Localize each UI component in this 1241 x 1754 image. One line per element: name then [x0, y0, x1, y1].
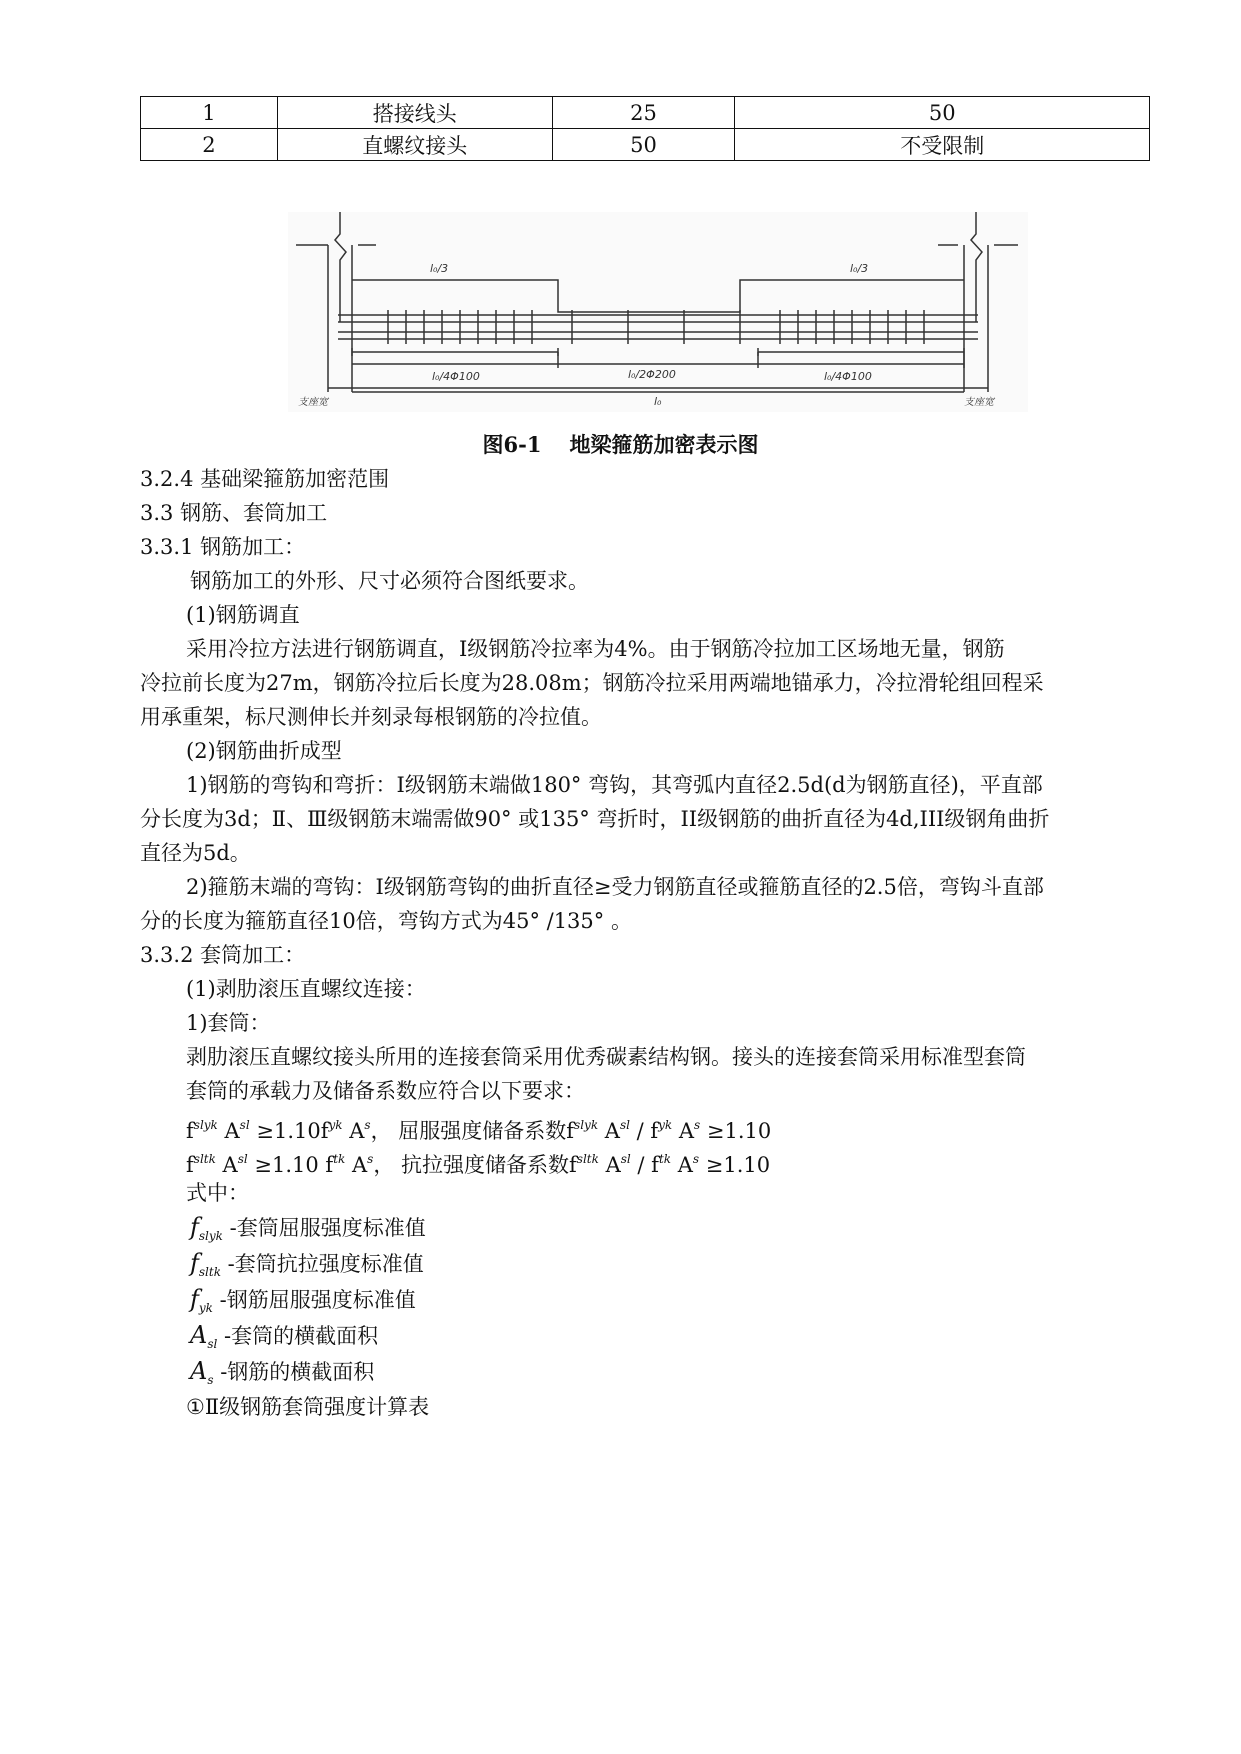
dim-label-left: l₀/4Φ100: [432, 370, 480, 383]
paragraph: 式中：: [186, 1181, 249, 1205]
formula-cond: ≥1.10: [706, 1119, 772, 1143]
table-cell: 25: [552, 97, 735, 129]
table-cell: 2: [141, 129, 278, 161]
formula-mid-text: ， 抗拉强度储备系数: [373, 1153, 570, 1177]
formula-cond: ≥1.10f: [256, 1119, 329, 1143]
paragraph: 分长度为3d；Ⅱ、Ⅲ级钢筋末端需做90° 或135° 弯折时，II级钢筋的曲折直径为4d,III级钢角曲折: [140, 807, 1050, 831]
span-label: l₀: [654, 395, 662, 408]
paragraph: (1)剥肋滚压直螺纹连接：: [186, 977, 426, 1001]
heading-3-3-1: 3.3.1 钢筋加工：: [140, 535, 306, 559]
paragraph: (1)钢筋调直: [186, 603, 300, 627]
table-cell: 50: [735, 97, 1150, 129]
support-label-left: 支座宽: [298, 397, 328, 408]
heading-3-3: 3.3 钢筋、套筒加工: [140, 501, 328, 525]
dim-label-top-left: l₀/3: [430, 262, 449, 275]
support-label-right: 支座宽: [964, 397, 994, 408]
paragraph: 直径为5d。: [140, 841, 251, 865]
paragraph: 分的长度为箍筋直径10倍，弯钩方式为45° /135° 。: [140, 909, 632, 933]
formula-yield: $f^{slyk}$ $A^{sl} \ge 1.10f^{yk}$ $A^s$， 屈服强度储备系数$f^{slyk}$ $A^{sl} / f^{yk}$ $A^s \ge 1.10$: [186, 1118, 772, 1143]
dim-label-middle: l₀/2Φ200: [628, 368, 676, 381]
figure-caption: [0, 429, 1241, 459]
paragraph: 冷拉前长度为27m，钢筋冷拉后长度为28.08m；钢筋冷拉采用两端地锚承力，冷拉滑轮组回程采: [140, 671, 1044, 695]
table-row: [141, 97, 1150, 129]
figure-number: 图6-1: [482, 432, 542, 457]
paragraph: 剥肋滚压直螺纹接头所用的连接套筒采用优秀碳素结构钢。接头的连接套筒采用标准型套筒: [186, 1045, 1026, 1069]
definition-item: $f_{slyk}$ -套筒屈服强度标准值: [190, 1213, 426, 1244]
figure-title: 地梁箍筋加密表示图: [569, 432, 759, 457]
definition-item: $f_{sltk}$ -套筒抗拉强度标准值: [190, 1249, 424, 1280]
table-row: [141, 129, 1150, 161]
definition-item: $A_{sl}$ -套筒的横截面积: [190, 1321, 379, 1352]
definition-item: $A_s$ -钢筋的横截面积: [190, 1357, 375, 1388]
table-cell: 50: [552, 129, 735, 161]
paragraph: 2)箍筋末端的弯钩：I级钢筋弯钩的曲折直径≥受力钢筋直径或箍筋直径的2.5倍，弯钩斗直部: [186, 875, 1044, 899]
formula-tensile: $f^{sltk}$ $A^{sl} \ge 1.10$ $f^{tk}$ $A^s$， 抗拉强度储备系数$f^{sltk}$ $A^{sl} / f^{tk}$ $A^s \ge 1.10$: [186, 1152, 771, 1177]
table-cell: 不受限制: [735, 129, 1150, 161]
paragraph: 钢筋加工的外形、尺寸必须符合图纸要求。: [190, 569, 589, 593]
paragraph: ①Ⅱ级钢筋套筒强度计算表: [186, 1395, 430, 1419]
heading-3-2-4: 3.2.4 基础梁箍筋加密范围: [140, 467, 390, 491]
joint-table: [140, 96, 1150, 161]
dim-label-top-right: l₀/3: [850, 262, 869, 275]
beam-stirrup-diagram: [288, 212, 1028, 412]
paragraph: 1)套筒：: [186, 1011, 271, 1035]
paragraph: (2)钢筋曲折成型: [186, 739, 342, 763]
table-cell: 1: [141, 97, 278, 129]
paragraph: 套筒的承载力及储备系数应符合以下要求：: [186, 1079, 585, 1103]
table-cell: 直螺纹接头: [277, 129, 552, 161]
formula-mid-text: ， 屈服强度储备系数: [370, 1119, 567, 1143]
table-cell: 搭接线头: [277, 97, 552, 129]
formula-cond: ≥1.10: [705, 1153, 771, 1177]
paragraph: 采用冷拉方法进行钢筋调直，Ⅰ级钢筋冷拉率为4%。由于钢筋冷拉加工区场地无量，钢筋: [186, 637, 1005, 661]
heading-3-3-2: 3.3.2 套筒加工：: [140, 943, 306, 967]
definition-item: $f_{yk}$ -钢筋屈服强度标准值: [190, 1285, 416, 1316]
formula-cond: ≥1.10 f: [254, 1153, 334, 1177]
paragraph: 用承重架，标尺测伸长并刻录每根钢筋的冷拉值。: [140, 705, 602, 729]
paragraph: 1)钢筋的弯钩和弯折：Ⅰ级钢筋末端做180° 弯钩，其弯弧内直径2.5d(d为钢筋直径)，平直部: [186, 773, 1043, 797]
dim-label-right: l₀/4Φ100: [824, 370, 872, 383]
